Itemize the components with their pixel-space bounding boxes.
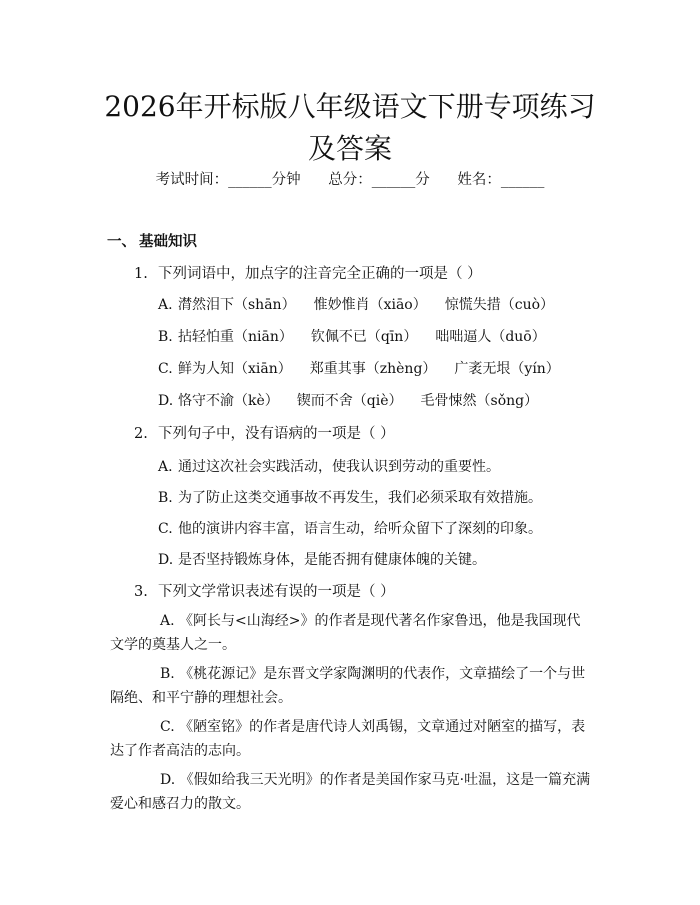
option-word: 钦佩不已（qīn） <box>310 329 418 345</box>
question-text: 下列句子中，没有语病的一项是（ ） <box>158 426 395 442</box>
q1-option-a <box>158 294 554 314</box>
option-word: 拈轻怕重（niān） <box>178 329 293 345</box>
question-2 <box>134 422 395 443</box>
option-letter: B. <box>158 329 173 345</box>
q3-option-c: C. 《陋室铭》的作者是唐代诗人刘禹锡，文章通过对陋室的描写，表达了作者高洁的志向。 <box>110 719 586 759</box>
q3-option-b: B. 《桃花源记》是东晋文学家陶渊明的代表作，文章描绘了一个与世隔绝、和平宁静的理想社会。 <box>110 666 586 706</box>
option-word: 惊慌失措（cuò） <box>444 297 555 313</box>
q3-option-a: A. 《阿长与<山海经>》的作者是现代著名作家鲁迅，他是我国现代文学的奠基人之一。 <box>110 613 581 653</box>
option-word: 毛骨悚然（sǒng） <box>420 393 539 409</box>
q2-option-a <box>158 456 500 476</box>
option-text: 通过这次社会实践活动，使我认识到劳动的重要性。 <box>178 459 500 475</box>
q1-option-b <box>158 326 546 346</box>
section-heading <box>107 230 197 251</box>
exam-info-line: 考试时间：______分钟 总分：______分 姓名：______ <box>155 172 545 188</box>
q2-option-b <box>158 487 542 507</box>
option-letter: C. <box>158 521 173 537</box>
option-letter: A. <box>158 297 173 313</box>
option-letter: A. <box>158 459 173 475</box>
question-1 <box>134 262 482 283</box>
option-word: 广袤无垠（yín） <box>454 361 560 377</box>
question-text: 下列文学常识表述有误的一项是（ ） <box>158 584 395 600</box>
option-letter: D. <box>158 393 174 409</box>
question-text: 下列词语中，加点字的注音完全正确的一项是（ ） <box>158 266 482 282</box>
option-word: 潸然泪下（shān） <box>178 297 296 313</box>
section-number: 一、 <box>107 233 136 250</box>
option-word: 恪守不渝（kè） <box>178 393 279 409</box>
option-text: 为了防止这类交通事故不再发生，我们必须采取有效措施。 <box>178 490 542 506</box>
option-letter: C. <box>158 361 173 377</box>
question-3 <box>134 580 395 601</box>
option-text: 他的演讲内容丰富，语言生动，给听众留下了深刻的印象。 <box>178 521 542 537</box>
option-word: 锲而不舍（qiè） <box>296 393 403 409</box>
option-word: 鲜为人知（xiān） <box>178 361 292 377</box>
q1-option-d <box>158 390 538 410</box>
q2-option-c <box>158 518 542 538</box>
option-word: 咄咄逼人（duō） <box>435 329 546 345</box>
q2-option-d <box>158 549 486 569</box>
option-letter: D. <box>158 552 174 568</box>
q1-option-c <box>158 358 560 378</box>
question-number: 1. <box>134 266 148 282</box>
option-letter: B. <box>158 490 173 506</box>
q3-option-d: D. 《假如给我三天光明》的作者是美国作家马克·吐温，这是一篇充满爱心和感召力的散文。 <box>110 772 591 812</box>
question-number: 3. <box>134 584 148 600</box>
question-number: 2. <box>134 426 148 442</box>
option-text: 是否坚持锻炼身体，是能否拥有健康体魄的关键。 <box>178 552 486 568</box>
option-word: 郑重其事（zhèng） <box>309 361 437 377</box>
option-word: 惟妙惟肖（xiāo） <box>313 297 427 313</box>
section-title: 基础知识 <box>139 233 197 250</box>
page-title: 2026年开标版八年级语文下册专项练习及答案 <box>104 90 596 165</box>
